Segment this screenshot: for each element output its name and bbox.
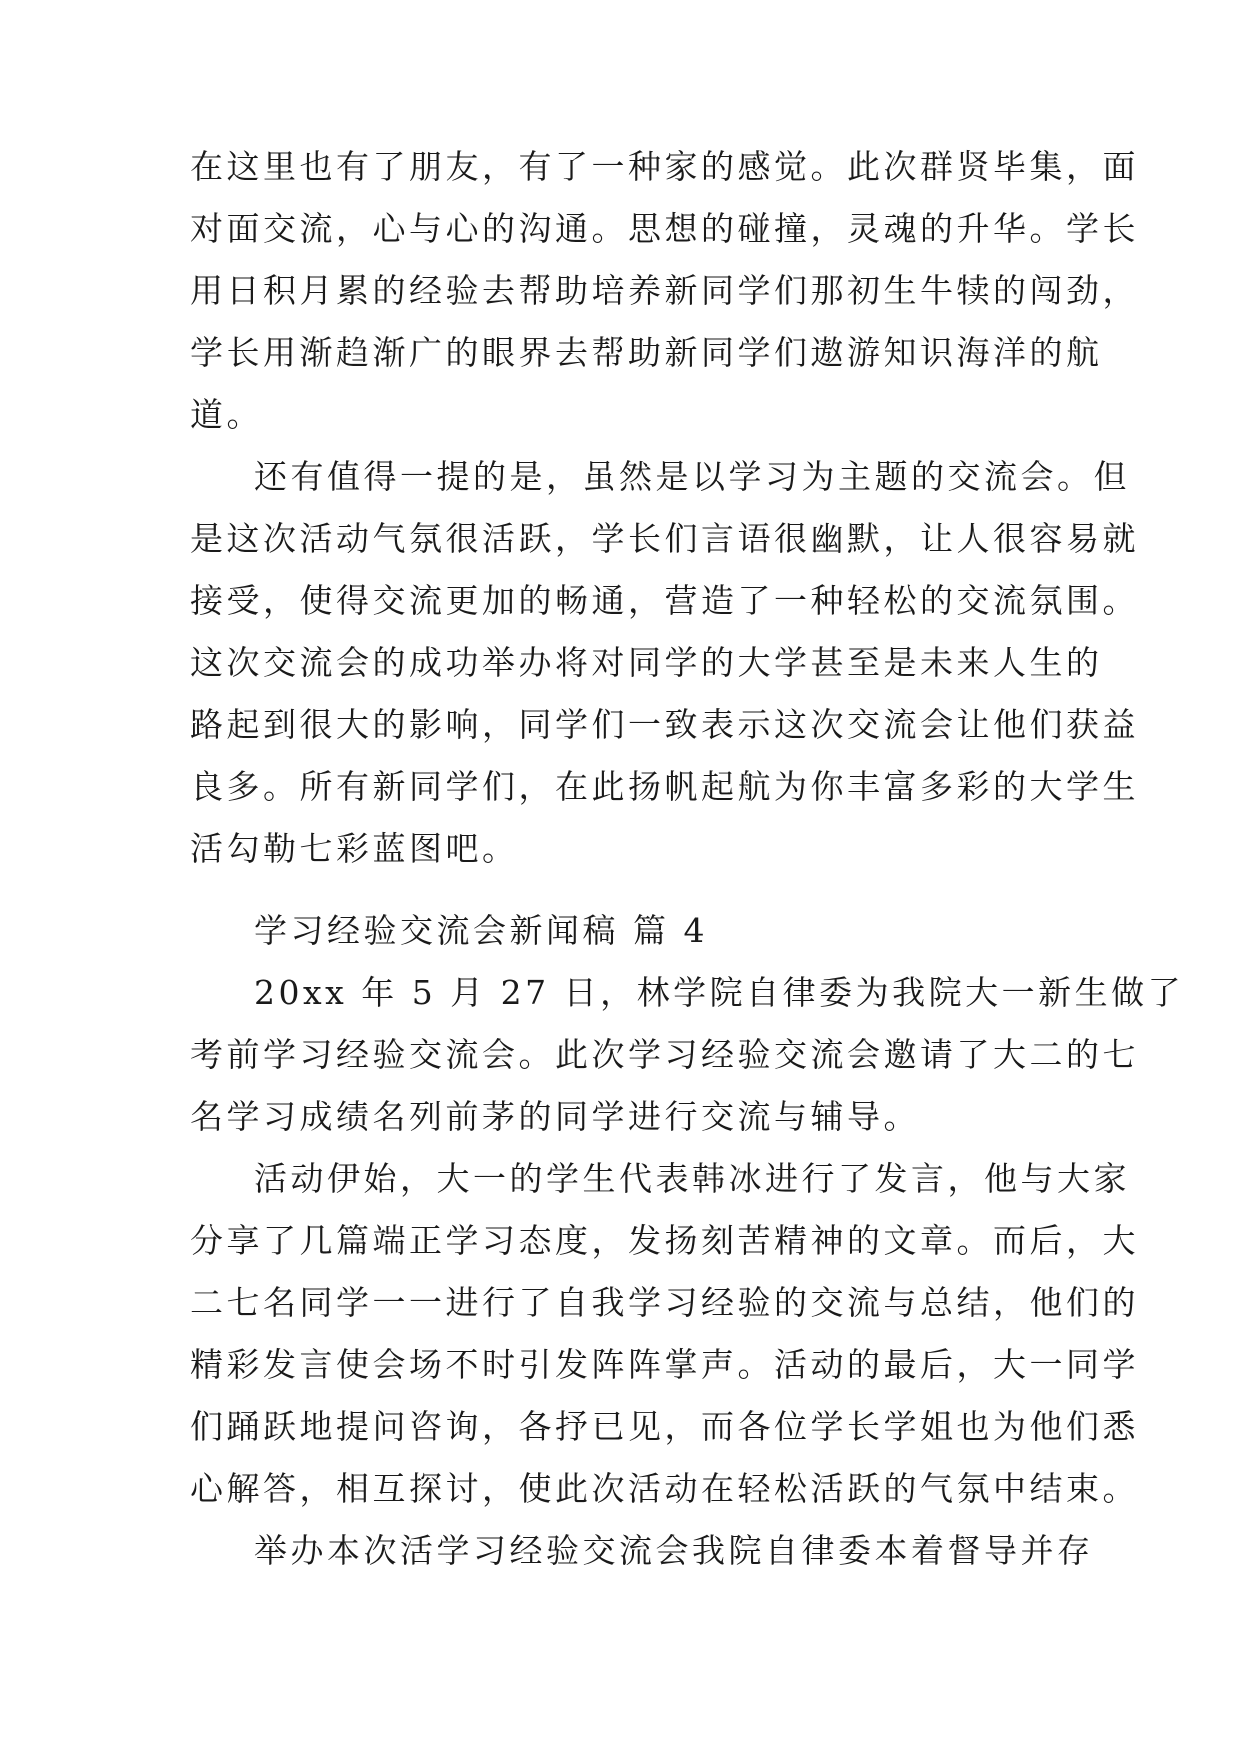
paragraph-line: 分享了几篇端正学习态度，发扬刻苦精神的文章。而后，大 bbox=[190, 1221, 1139, 1260]
paragraph-line: 还有值得一提的是，虽然是以学习为主题的交流会。但 bbox=[254, 457, 1130, 496]
paragraph-line: 考前学习经验交流会。此次学习经验交流会邀请了大二的七 bbox=[190, 1035, 1139, 1074]
paragraph-3 bbox=[190, 962, 1185, 1148]
paragraph-2 bbox=[190, 446, 1139, 880]
paragraph-line: 接受，使得交流更加的畅通，营造了一种轻松的交流氛围。 bbox=[190, 581, 1139, 620]
paragraph-line: 良多。所有新同学们，在此扬帆起航为你丰富多彩的大学生 bbox=[190, 767, 1139, 806]
paragraph-line: 名学习成绩名列前茅的同学进行交流与辅导。 bbox=[190, 1097, 920, 1136]
paragraph-line: 20xx 年 5 月 27 日，林学院自律委为我院大一新生做了 bbox=[254, 973, 1185, 1012]
paragraph-line: 活勾勒七彩蓝图吧。 bbox=[190, 829, 519, 868]
paragraph-line: 在这里也有了朋友，有了一种家的感觉。此次群贤毕集，面 bbox=[190, 147, 1139, 186]
paragraph-line: 活动伊始，大一的学生代表韩冰进行了发言，他与大家 bbox=[254, 1159, 1130, 1198]
paragraph-line: 道。 bbox=[190, 395, 263, 434]
paragraph-5 bbox=[190, 1520, 1094, 1582]
paragraph-4 bbox=[190, 1148, 1139, 1520]
paragraph-line: 举办本次活学习经验交流会我院自律委本着督导并存 bbox=[254, 1531, 1094, 1570]
paragraph-line: 心解答，相互探讨，使此次活动在轻松活跃的气氛中结束。 bbox=[190, 1469, 1139, 1508]
paragraph-line: 精彩发言使会场不时引发阵阵掌声。活动的最后，大一同学 bbox=[190, 1345, 1139, 1384]
paragraph-line: 二七名同学一一进行了自我学习经验的交流与总结，他们的 bbox=[190, 1283, 1139, 1322]
paragraph-line: 用日积月累的经验去帮助培养新同学们那初生牛犊的闯劲， bbox=[190, 271, 1139, 310]
paragraph-line: 是这次活动气氛很活跃，学长们言语很幽默，让人很容易就 bbox=[190, 519, 1139, 558]
paragraph-line: 学长用渐趋渐广的眼界去帮助新同学们遨游知识海洋的航 bbox=[190, 333, 1103, 372]
section-heading bbox=[190, 900, 1070, 962]
paragraph-line: 这次交流会的成功举办将对同学的大学甚至是未来人生的 bbox=[190, 643, 1103, 682]
paragraph-line: 对面交流，心与心的沟通。思想的碰撞，灵魂的升华。学长 bbox=[190, 209, 1139, 248]
paragraph-line: 路起到很大的影响，同学们一致表示这次交流会让他们获益 bbox=[190, 705, 1139, 744]
paragraph-continuation bbox=[190, 136, 1139, 446]
paragraph-line: 们踊跃地提问咨询，各抒已见，而各位学长学姐也为他们悉 bbox=[190, 1407, 1139, 1446]
section-heading-text: 学习经验交流会新闻稿 篇 4 bbox=[254, 911, 708, 950]
